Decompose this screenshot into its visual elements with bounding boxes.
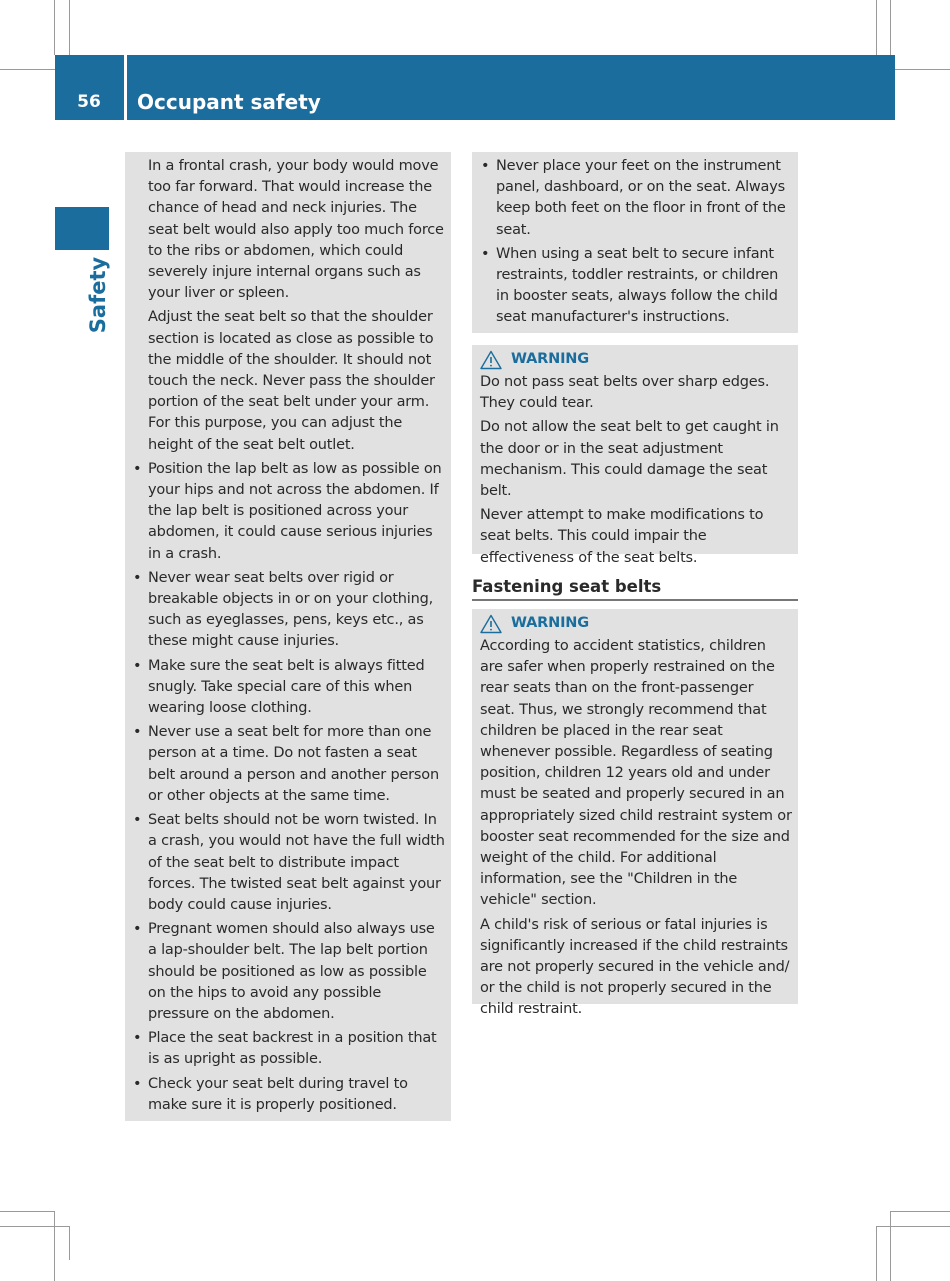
- side-tab-marker: [55, 207, 109, 250]
- list-item: • Never place your feet on the instrument panel, dashboard, or on the seat. Always keep both feet on the floor in front of the seat.: [496, 156, 792, 241]
- crop-mark: [69, 1226, 70, 1260]
- warning-paragraph: Never attempt to make modifications to seat belts. This could impair the effectiveness of the seat belts.: [480, 507, 764, 566]
- right-bullet-box: [472, 152, 798, 333]
- warning-paragraph: A child's risk of serious or fatal injuries is significantly increased if the child restraints are not properly secured in the vehicle and/ or the child is not properly secured in the child restraint.: [480, 916, 790, 1018]
- section-divider: [472, 599, 798, 601]
- list-item: • Position the lap belt as low as possible on your hips and not across the abdomen. If the lap belt is positioned across your abdomen, it could cause serious injuries in a crash.: [148, 459, 445, 565]
- crop-mark: [0, 1226, 70, 1227]
- warning-paragraph: Do not pass seat belts over sharp edges. They could tear.: [480, 374, 770, 412]
- list-item: • Seat belts should not be worn twisted. In a crash, you would not have the full width of the seat belt to distribute impact forces. The twisted seat belt against your body could cause injuries.: [148, 810, 445, 916]
- list-item: • Never wear seat belts over rigid or breakable objects in or on your clothing, such as eyeglasses, pens, keys etc., as these might cause injuries.: [148, 568, 445, 653]
- list-item: • Check your seat belt during travel to make sure it is properly positioned.: [148, 1074, 445, 1116]
- crop-mark: [876, 1226, 950, 1227]
- header-divider: [124, 55, 127, 120]
- list-item: • Never use a seat belt for more than one person at a time. Do not fasten a seat belt around a person and another person or other objects at the same time.: [148, 722, 445, 807]
- page-title: Occupant safety: [137, 90, 321, 114]
- page-number: 56: [77, 92, 101, 112]
- crop-mark: [54, 1211, 55, 1281]
- warning-label: WARNING: [511, 351, 589, 368]
- warning-header: [480, 350, 792, 370]
- list-item: • When using a seat belt to secure infant restraints, toddler restraints, or children in booster seats, always follow the child seat manufacturer's instructions.: [496, 244, 792, 329]
- section-heading: Fastening seat belts: [472, 577, 662, 596]
- crop-mark: [890, 1211, 891, 1281]
- warning-paragraph: Do not allow the seat belt to get caught in the door or in the seat adjustment mechanism. This could damage the seat belt.: [480, 419, 779, 500]
- list-item: • Pregnant women should also always use a lap-shoulder belt. The lap belt portion should be positioned as low as possible on the hips to avoid any possible pressure on the abdomen.: [148, 919, 445, 1025]
- warning-triangle-icon: [480, 614, 502, 634]
- crop-mark: [876, 1226, 877, 1281]
- crop-mark: [890, 0, 891, 55]
- crop-mark: [0, 69, 55, 70]
- warning-triangle-icon: [480, 350, 502, 370]
- paragraph: Adjust the seat belt so that the shoulder section is located as close as possible to the middle of the shoulder. It should not touch the neck. Never pass the shoulder portion of the seat belt under your arm. For this purpose, you can adjust the height of the seat belt outlet.: [148, 309, 435, 453]
- list-item: • Make sure the seat belt is always fitted snugly. Take special care of this when wearing loose clothing.: [148, 656, 445, 720]
- warning-box: [472, 609, 798, 1018]
- warning-paragraph: According to accident statistics, children are safer when properly restrained on the rear seats than on the front-passenger seat. Thus, we strongly recommend that children be placed in the rear seat whenever possible. Regardless of seating position, children 12 years old and under must be seated and properly secured in an appropriately sized child restraint system or booster seat recommended for the size and weight of the child. For additional information, see the "Children in the vehicle" section.: [480, 638, 792, 909]
- warning-box: [472, 345, 798, 566]
- warning-label: WARNING: [511, 615, 589, 632]
- crop-mark: [0, 1211, 55, 1212]
- side-tab-label: Safety: [86, 256, 110, 334]
- left-content-box: [125, 152, 451, 1121]
- crop-mark: [890, 1211, 950, 1212]
- crop-mark: [54, 0, 55, 55]
- crop-mark: [890, 69, 950, 70]
- warning-header: [480, 614, 792, 634]
- paragraph: In a frontal crash, your body would move too far forward. That would increase the chance of head and neck injuries. The seat belt would also apply too much force to the ribs or abdomen, which could severely injure internal organs such as your liver or spleen.: [148, 158, 444, 302]
- crop-mark: [876, 0, 877, 55]
- list-item: • Place the seat backrest in a position that is as upright as possible.: [148, 1028, 445, 1070]
- crop-mark: [69, 0, 70, 55]
